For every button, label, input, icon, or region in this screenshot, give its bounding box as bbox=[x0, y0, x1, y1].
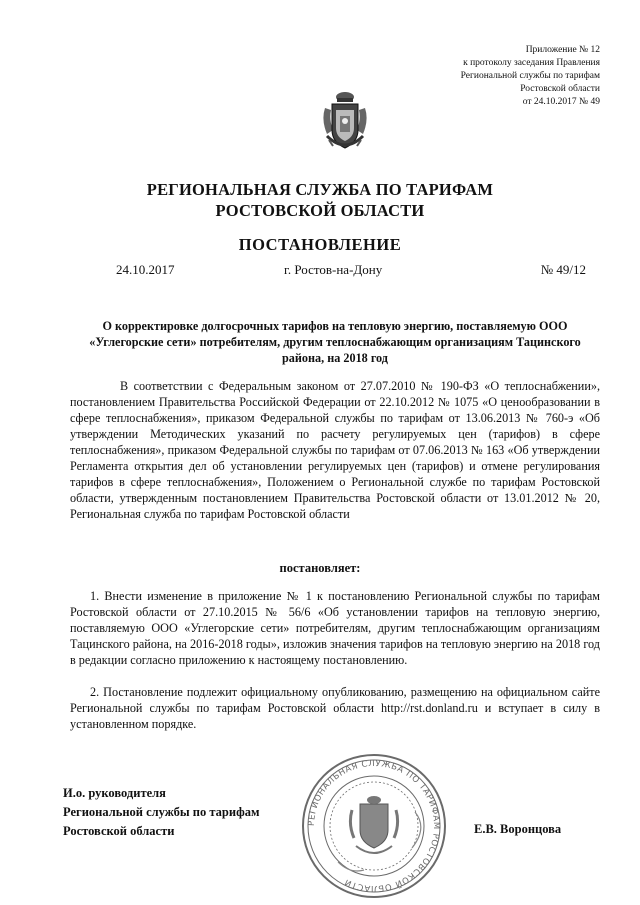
annex-line: к протоколу заседания Правления bbox=[463, 58, 600, 68]
decree-item-2: 2. Постановление подлежит официальному опубликованию, размещению на официальном сайте Региональной службы по тарифам Ростовской области http://rst.donland.ru и вступает в силу в установленном порядке. bbox=[70, 685, 600, 731]
document-subject: О корректировке долгосрочных тарифов на тепловую энергию, поставляемую ООО «Углегорские сети» потребителям, другим теплоснабжающим организациям Тацинского района, на 2018 год bbox=[89, 319, 581, 365]
agency-line-1: РЕГИОНАЛЬНАЯ СЛУЖБА ПО ТАРИФАМ bbox=[146, 180, 494, 199]
document-meta bbox=[116, 262, 586, 280]
signatory-line: Ростовской области bbox=[63, 824, 175, 838]
signer-name: Е.В. Воронцова bbox=[474, 822, 562, 836]
annex-line: от 24.10.2017 № 49 bbox=[522, 97, 600, 107]
annex-line: Приложение № 12 bbox=[525, 45, 600, 55]
seal-text: РЕГИОНАЛЬНАЯ СЛУЖБА ПО ТАРИФАМ РОСТОВСКОЙ ОБЛАСТИ bbox=[306, 758, 442, 894]
document-number: № 49/12 bbox=[540, 262, 586, 277]
official-seal-icon bbox=[300, 752, 448, 900]
document-place: г. Ростов-на-Дону bbox=[284, 262, 383, 277]
document-type: ПОСТАНОВЛЕНИЕ bbox=[238, 235, 402, 254]
signatory-title bbox=[63, 784, 259, 841]
annex-line: Региональной службы по тарифам bbox=[460, 71, 600, 81]
signatory-line: Региональной службы по тарифам bbox=[63, 805, 260, 819]
signatory-line: И.о. руководителя bbox=[63, 786, 166, 800]
decree-heading: постановляет: bbox=[279, 561, 361, 575]
annex-line: Ростовской области bbox=[520, 84, 600, 94]
decree-item-1: 1. Внести изменение в приложение № 1 к постановлению Региональной службы по тарифам Ростовской области от 27.10.2015 № 56/6 «Об установлении тарифов на тепловую энергию, поставляемую ООО «Углегорские сети» потребителям, другим теплоснабжающим организациям Тацинского района, на 2016-2018 годы», изложив значения тарифов на тепловую энергию на 2018 год в редакции согласно приложению к настоящему постановлению. bbox=[70, 589, 600, 667]
coat-of-arms-icon bbox=[319, 90, 371, 156]
preamble-paragraph: В соответствии с Федеральным законом от 27.07.2010 № 190-ФЗ «О теплоснабжении», постановлением Правительства Российской Федерации от 22.10.2012 № 1075 «О ценообразовании в сфере теплоснабжения», приказом Федеральной службы по тарифам от 13.06.2013 № 760-э «Об утверждении Методических указаний по расчету регулируемых цен (тарифов) в сфере теплоснабжения», приказом Федеральной службы по тарифам от 07.06.2013 № 163 «Об утверждении Регламента открытия дел об установлении регулируемых цен (тарифов) и отмене регулирования тарифов в сфере теплоснабжения», Положением о Региональной службе по тарифам Ростовской области, утвержденным постановлением Правительства Ростовской области от 13.01.2012 № 20, Региональная служба по тарифам Ростовской области bbox=[70, 379, 600, 521]
document-date: 24.10.2017 bbox=[116, 262, 175, 277]
agency-name bbox=[0, 179, 640, 221]
agency-line-2: РОСТОВСКОЙ ОБЛАСТИ bbox=[215, 201, 425, 220]
annex-note bbox=[380, 44, 600, 109]
